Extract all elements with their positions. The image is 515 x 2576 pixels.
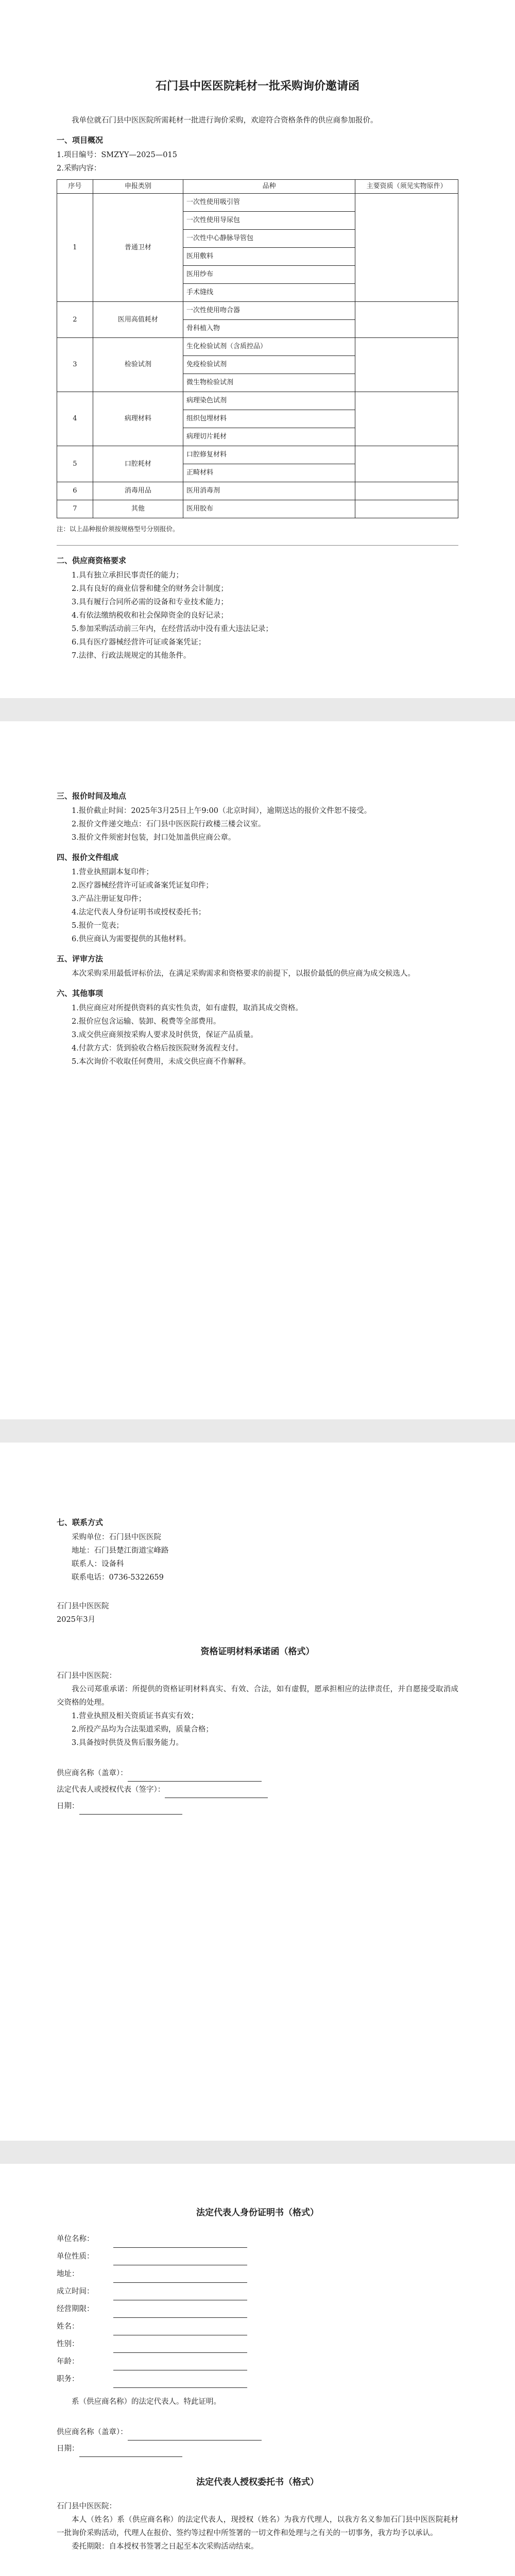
table-row: [57, 446, 458, 464]
col-header-items: 品种: [183, 180, 355, 194]
field-blank[interactable]: [113, 2325, 247, 2335]
cell-item: 医用敷料: [183, 248, 355, 266]
field-row: [57, 2318, 458, 2335]
field-row: [57, 2300, 458, 2318]
list-item: 5.参加采购活动前三年内，在经营活动中没有重大违法记录；: [72, 625, 273, 633]
col-header-seq: 序号: [57, 180, 93, 194]
page-2: [0, 721, 515, 1419]
section-1-heading: 一、项目概况: [57, 135, 104, 145]
table-row: [57, 338, 458, 356]
cell-item: 一次性使用吸引管: [183, 194, 355, 212]
field-label: 单位性质：: [57, 2252, 94, 2261]
cell-category: 普通卫材: [93, 194, 183, 302]
field-label: 经营期限：: [57, 2305, 94, 2313]
section-2-list: [57, 569, 458, 663]
field-blank[interactable]: [113, 2237, 247, 2248]
annex-1-body: 我公司郑重承诺：所提供的资格证明材料真实、有效、合法，如有虚假，愿承担相应的法律责任，并自愿接受取消成交资格的处理。: [57, 1685, 458, 1707]
annex-1-signature: [57, 1765, 458, 1815]
section-5-text: 本次采购采用最低评标价法，在满足采购需求和资格要求的前提下，以报价最低的供应商为成交候选人。: [72, 970, 415, 978]
signoff-date: 2025年3月: [57, 1616, 96, 1624]
divider: [57, 545, 458, 546]
cell-seq: 2: [57, 302, 93, 338]
cell-category: 口腔耗材: [93, 446, 183, 482]
field-row: [57, 2230, 458, 2248]
cell-item: 医用消毒剂: [183, 482, 355, 500]
cell-seq: 4: [57, 392, 93, 446]
list-item: 4.法定代表人身份证明书或授权委托书；: [72, 908, 206, 917]
contact-unit: 采购单位：石门县中医医院: [72, 1533, 161, 1541]
field-row: [57, 2335, 458, 2353]
annex-1-title: 资格证明材料承诺函（格式）: [200, 1647, 315, 1657]
annex-2-fields: [57, 2230, 458, 2388]
cell-item: 一次性使用导尿包: [183, 212, 355, 230]
cell-item: 医用纱布: [183, 266, 355, 284]
cell-item: 医用胶布: [183, 500, 355, 518]
annex-2-body: 系（供应商名称）的法定代表人。特此证明。: [72, 2398, 221, 2406]
project-number: SMZYY—2025—015: [101, 151, 177, 159]
cell-category: 检验试剂: [93, 338, 183, 392]
cell-category: 病理材料: [93, 392, 183, 446]
sign-date-label: 日期：: [57, 2445, 79, 2453]
field-blank[interactable]: [113, 2307, 247, 2318]
contact-person: 联系人：设备科: [72, 1560, 124, 1568]
cell-qualification: [355, 338, 458, 392]
list-item: 5.报价一览表；: [72, 922, 124, 930]
list-item: 4.付款方式：货到验收合格后按医院财务流程支付。: [72, 1044, 243, 1053]
cell-seq: 6: [57, 482, 93, 500]
cell-seq: 3: [57, 338, 93, 392]
sign-date-blank[interactable]: [79, 2446, 182, 2457]
sign-company-label: 供应商名称（盖章）：: [57, 2428, 128, 2436]
list-item: 4.有依法缴纳税收和社会保障资金的良好记录；: [72, 612, 228, 620]
field-blank[interactable]: [113, 2255, 247, 2265]
cell-qualification: [355, 446, 458, 482]
field-blank[interactable]: [113, 2272, 247, 2283]
field-label: 职务：: [57, 2375, 79, 2383]
page-4: [0, 2164, 515, 2576]
cell-item: 生化检验试剂（含质控品）: [183, 338, 355, 356]
cell-seq: 5: [57, 446, 93, 482]
sign-rep-line: [57, 1782, 458, 1798]
table-row: [57, 194, 458, 212]
col-header-category: 申报类别: [93, 180, 183, 194]
section-2-heading: 二、供应商资格要求: [57, 556, 127, 565]
annex-1-addressee: 石门县中医医院：: [57, 1672, 116, 1680]
cell-qualification: [355, 482, 458, 500]
cell-item: 手术缝线: [183, 284, 355, 302]
cell-item: 一次性中心静脉导管包: [183, 230, 355, 248]
section-4-heading: 四、报价文件组成: [57, 853, 119, 862]
cell-item: 正畸材料: [183, 464, 355, 482]
field-blank[interactable]: [113, 2360, 247, 2370]
cell-qualification: [355, 194, 458, 302]
signoff: [57, 1600, 458, 1626]
contact-phone: 联系电话：0736-5322659: [72, 1573, 164, 1582]
sign-company-line: [57, 1765, 458, 1782]
procurement-list-label: 2.采购内容：: [57, 164, 101, 173]
annex-2-title: 法定代表人身份证明书（格式）: [196, 2208, 319, 2218]
cell-item: 组织包埋材料: [183, 410, 355, 428]
cell-qualification: [355, 302, 458, 338]
cell-category: 消毒用品: [93, 482, 183, 500]
list-item: 5.本次询价不收取任何费用，未成交供应商不作解释。: [72, 1058, 251, 1066]
document-title: 石门县中医医院耗材一批采购询价邀请函: [155, 79, 359, 93]
field-label: 姓名：: [57, 2323, 79, 2331]
cell-item: 免疫检验试剂: [183, 356, 355, 374]
sign-rep-label: 法定代表人或授权代表（签字）：: [57, 1786, 165, 1794]
field-blank[interactable]: [113, 2377, 247, 2388]
list-item: 3.具备按时供货及售后服务能力。: [72, 1739, 183, 1747]
page-3: [0, 1443, 515, 2141]
signoff-unit: 石门县中医医院: [57, 1602, 109, 1611]
annex-2-signature: [57, 2424, 458, 2457]
cell-item: 一次性使用吻合器: [183, 302, 355, 320]
sign-date-label: 日期：: [57, 1802, 79, 1810]
sign-company-line: [57, 2424, 458, 2441]
cell-seq: 1: [57, 194, 93, 302]
field-row: [57, 2353, 458, 2370]
field-row: [57, 2248, 458, 2265]
list-item: 1.供应商应对所提供资料的真实性负责，如有虚假，取消其成交资格。: [72, 1004, 303, 1012]
sign-date-line: [57, 1798, 458, 1815]
table-row: [57, 482, 458, 500]
annex-3-term: 委托期限：自本授权书签署之日起至本次采购活动结束。: [72, 2543, 259, 2551]
cell-qualification: [355, 500, 458, 518]
cell-item: 病理切片耗材: [183, 428, 355, 446]
table-row: [57, 302, 458, 320]
section-7-heading: 七、联系方式: [57, 1518, 104, 1527]
cell-seq: 7: [57, 500, 93, 518]
sign-company-blank[interactable]: [128, 1771, 262, 1782]
field-row: [57, 2370, 458, 2388]
cell-category: 医用高值耗材: [93, 302, 183, 338]
field-label: 单位名称：: [57, 2235, 94, 2243]
list-item: 7.法律、行政法规规定的其他条件。: [72, 652, 191, 660]
field-row: [57, 2283, 458, 2300]
sign-company-label: 供应商名称（盖章）：: [57, 1769, 128, 1777]
sign-company-blank[interactable]: [128, 2430, 262, 2441]
field-row: [57, 2265, 458, 2283]
cell-category: 其他: [93, 500, 183, 518]
section-5-heading: 五、评审方法: [57, 954, 104, 963]
list-item: 6.供应商认为需要提供的其他材料。: [72, 935, 191, 943]
list-item: 6.具有医疗器械经营许可证或备案凭证；: [72, 638, 206, 647]
contact-address: 地址：石门县楚江街道宝峰路: [72, 1547, 169, 1555]
annex-3-addressee: 石门县中医医院：: [57, 2502, 116, 2511]
page-1: [0, 0, 515, 698]
list-item: 2.医疗器械经营许可证或备案凭证复印件；: [72, 882, 213, 890]
project-number-label: 1.项目编号：: [57, 151, 101, 159]
list-item: 1.报价截止时间：2025年3月25日上午9:00（北京时间），逾期送达的报价文件恕不接受。: [72, 807, 372, 815]
cell-item: 病理染色试剂: [183, 392, 355, 410]
field-label: 成立时间：: [57, 2287, 94, 2296]
list-item: 1.营业执照及相关资质证书真实有效；: [72, 1712, 198, 1720]
section-6-heading: 六、其他事项: [57, 989, 104, 998]
list-item: 1.营业执照副本复印件；: [72, 868, 153, 876]
annex-3-body: 本人（姓名）系（供应商名称）的法定代表人，现授权（姓名）为我方代理人，以我方名义参加石门县中医医院耗材一批询价采购活动，代理人在报价、签约等过程中所签署的一切文件和处理与之有关的一切事务，我方均予以承认。: [57, 2516, 458, 2537]
table-note: 注：以上品种报价须按规格型号分别报价。: [57, 525, 179, 533]
list-item: 3.成交供应商须按采购人要求及时供货，保证产品质量。: [72, 1031, 258, 1039]
list-item: 3.报价文件须密封包装，封口处加盖供应商公章。: [72, 834, 236, 842]
cell-item: 口腔修复材料: [183, 446, 355, 464]
list-item: 3.具有履行合同所必需的设备和专业技术能力；: [72, 598, 228, 606]
field-label: 年龄：: [57, 2358, 79, 2366]
field-label: 地址：: [57, 2270, 79, 2278]
project-number-line: [57, 148, 458, 162]
sign-date-blank[interactable]: [79, 1804, 182, 1815]
procurement-table: [57, 179, 458, 518]
list-item: 3.产品注册证复印件；: [72, 895, 146, 903]
list-item: 2.报价文件递交地点：石门县中医医院行政楼三楼会议室。: [72, 820, 266, 828]
col-header-qualification: 主要资质（须见实物原件）: [355, 180, 458, 194]
field-blank[interactable]: [113, 2290, 247, 2300]
list-item: 2.具有良好的商业信誉和健全的财务会计制度；: [72, 585, 228, 593]
procurement-table-body: [57, 194, 458, 518]
table-row: [57, 392, 458, 410]
list-item: 2.所投产品均为合法渠道采购，质量合格；: [72, 1725, 213, 1734]
table-row: [57, 500, 458, 518]
field-blank[interactable]: [113, 2342, 247, 2353]
list-item: 1.具有独立承担民事责任的能力；: [72, 571, 183, 580]
intro-paragraph: 我单位就石门县中医医院所需耗材一批进行询价采购，欢迎符合资格条件的供应商参加报价。: [72, 116, 378, 125]
sign-rep-blank[interactable]: [165, 1787, 268, 1798]
cell-qualification: [355, 392, 458, 446]
field-label: 性别：: [57, 2340, 79, 2348]
list-item: 2.报价应包含运输、装卸、税费等全部费用。: [72, 1018, 221, 1026]
cell-item: 微生物检验试剂: [183, 374, 355, 392]
section-3-heading: 三、报价时间及地点: [57, 791, 127, 801]
cell-item: 骨科植入物: [183, 320, 355, 338]
sign-date-line: [57, 2441, 458, 2457]
annex-3-title: 法定代表人授权委托书（格式）: [196, 2477, 319, 2487]
